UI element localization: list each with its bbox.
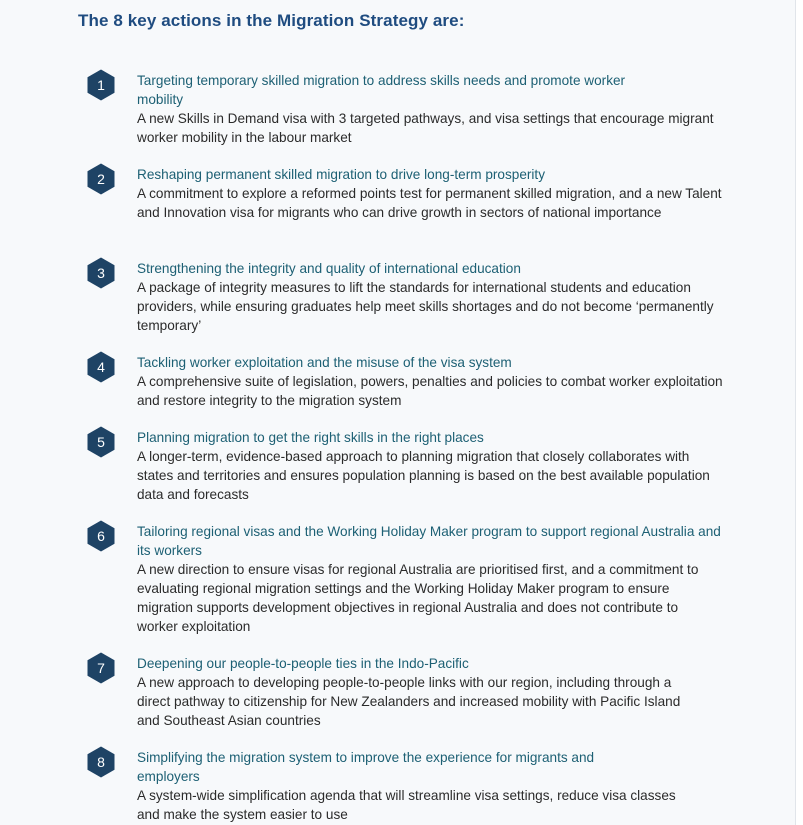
action-description: A system-wide simplification agenda that will streamline visa settings, reduce visa classes and make the system easier to use xyxy=(137,788,676,822)
number-badge xyxy=(85,163,117,195)
action-description: A longer-term, evidence-based approach to planning migration that closely collaborates with states and territories and ensures population planning is based on the best available population data and forecasts xyxy=(137,449,710,502)
page-title: The 8 key actions in the Migration Strategy are: xyxy=(78,11,465,30)
action-number: 5 xyxy=(97,434,105,450)
action-heading: Tailoring regional visas and the Working Holiday Maker program to support regional Australia and its workers xyxy=(137,524,721,558)
action-description: A new direction to ensure visas for regional Australia are prioritised first, and a commitment to evaluating regional migration settings and the Working Holiday Maker program to ensure migration supports development objectives in regional Australia and does not contribute to worker exploitation xyxy=(137,562,699,634)
action-number: 3 xyxy=(97,265,105,281)
number-badge xyxy=(85,426,117,458)
number-badge xyxy=(85,69,117,101)
action-description: A commitment to explore a reformed points test for permanent skilled migration, and a new Talent and Innovation visa for migrants who can drive growth in sectors of national importance xyxy=(137,186,722,220)
number-badge xyxy=(85,520,117,552)
number-badge xyxy=(85,351,117,383)
action-number: 6 xyxy=(97,528,105,544)
action-description: A new Skills in Demand visa with 3 targeted pathways, and visa settings that encourage migrant worker mobility in the labour market xyxy=(137,111,714,145)
action-heading: Tackling worker exploitation and the misuse of the visa system xyxy=(137,355,512,370)
action-number: 7 xyxy=(97,660,105,676)
number-badge xyxy=(85,746,117,778)
number-badge xyxy=(85,257,117,289)
action-description: A package of integrity measures to lift the standards for international students and education providers, while ensuring graduates help meet skills shortages and do not become ‘permanently temporary’ xyxy=(137,280,714,333)
action-heading: Reshaping permanent skilled migration to drive long-term prosperity xyxy=(137,167,546,182)
action-number: 1 xyxy=(97,77,105,93)
action-heading: Targeting temporary skilled migration to address skills needs and promote worker mobility xyxy=(137,73,626,107)
action-heading: Planning migration to get the right skills in the right places xyxy=(137,430,484,445)
action-number: 8 xyxy=(97,754,105,770)
action-heading: Strengthening the integrity and quality of international education xyxy=(137,261,521,276)
number-badge xyxy=(85,652,117,684)
action-heading: Deepening our people-to-people ties in the Indo-Pacific xyxy=(137,656,469,671)
action-number: 2 xyxy=(97,171,105,187)
action-number: 4 xyxy=(97,359,105,375)
action-description: A new approach to developing people-to-people links with our region, including through a direct pathway to citizenship for New Zealanders and increased mobility with Pacific Island and Southeast Asian countries xyxy=(137,675,681,728)
action-heading: Simplifying the migration system to improve the experience for migrants and employers xyxy=(137,750,595,784)
action-description: A comprehensive suite of legislation, powers, penalties and policies to combat worker exploitation and restore integrity to the migration system xyxy=(137,374,723,408)
